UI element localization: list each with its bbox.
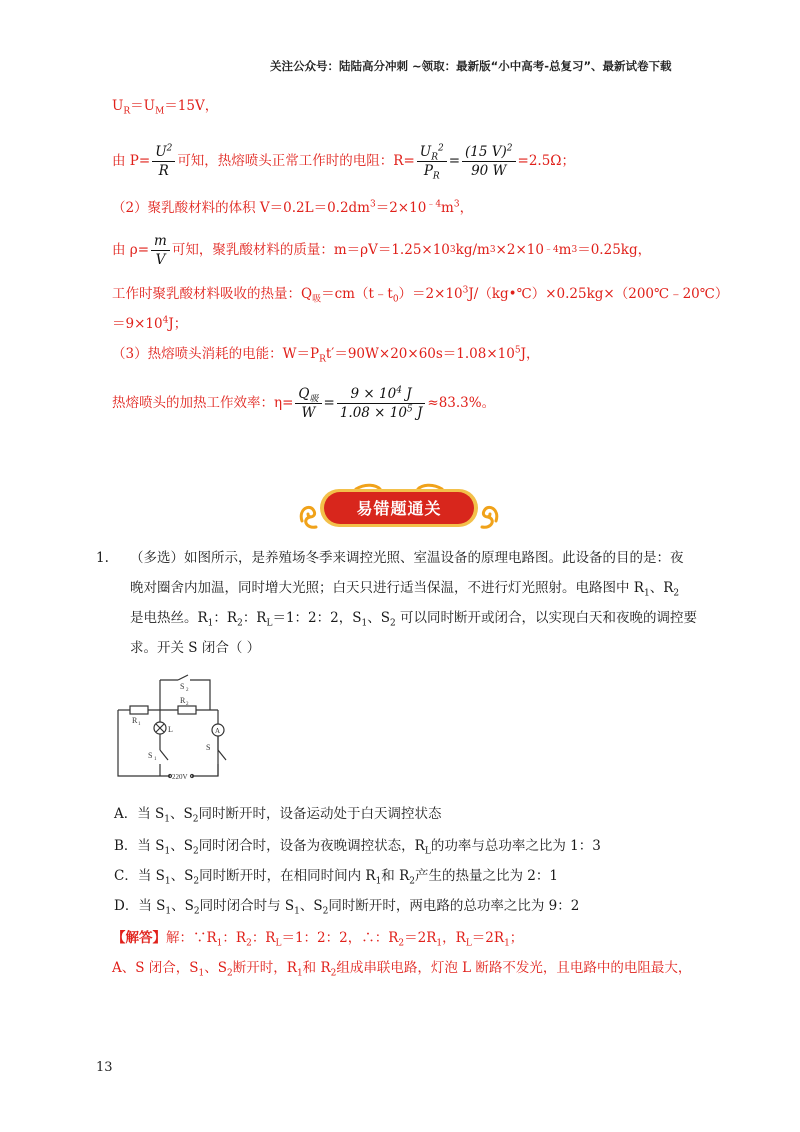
circuit-label-l: L (168, 725, 173, 734)
value-fraction: $\frac{(15 V)^2}{90 W}$ (462, 143, 516, 180)
power-formula-fraction: $\frac{U^2}{R}$ (152, 143, 175, 180)
question-line-3: 是电热丝。$R_1$：$R_2$：$R_L=1$：2：2，$S_1$、$S_2$ 可以同时断开或闭合，以实现白天和夜晚的调控要 (130, 610, 697, 629)
circuit-label-a: A (215, 727, 221, 735)
option-c[interactable]: C．当 $S_1$、$S_2$同时断开时，在相同时间内 $R_1$和 $R_2$产生的热量之比为 2：1 (114, 868, 558, 887)
option-b[interactable]: B．当 $S_1$、$S_2$同时闭合时，设备为夜晚调控状态，$R_L$的功率与总功率之比为 1：3 (114, 838, 601, 857)
circuit-label-r1: R (132, 716, 138, 725)
circuit-diagram (108, 672, 236, 786)
efficiency-fraction: $\frac{Q_吸}{W}$ (295, 385, 321, 422)
solution-line-5: 工作时聚乳酸材料吸收的热量：$Q_吸=cm(t﹣t_0)=2\times 10^3J/(kg•℃)\times 0.25kg\times(200℃﹣20℃)$ (112, 285, 729, 305)
circuit-label-r2: R (180, 696, 186, 705)
resistance-fraction: $\frac{U_R^2}{P_R}$ (417, 143, 447, 180)
question-line-4: 求。开关 S 闭合（ ） (130, 640, 261, 656)
answer-line-2: A、S 闭合，$S_1$、$S_2$断开时，$R_1$和 $R_2$组成串联电路，灯泡 L 断路不发光，且电路中的电阻最大， (112, 960, 692, 979)
option-a[interactable]: A．当 $S_1$、$S_2$同时断开时，设备运动处于白天调控状态 (114, 806, 442, 825)
question-number: 1. (96, 550, 109, 566)
question-line-1: （多选）如图所示，是养殖场冬季来调控光照、室温设备的原理电路图。此设备的目的是：夜 (130, 550, 684, 566)
page-number: 13 (96, 1060, 113, 1075)
question-line-2: 晚对圈舍内加温，同时增大光照；白天只进行适当保温，不进行灯光照射。电路图中 $R_1$、$R_2$ (130, 580, 680, 599)
circuit-label-s1: S (148, 751, 153, 760)
solution-line-6: $=9\times 10^4J$； (112, 315, 188, 332)
section-banner (296, 481, 502, 535)
solution-line-7: （3）热熔喷头消耗的电能：$W=P_Rt'=90W\times 20\times 60s=1.08\times 10^5J$， (112, 345, 540, 365)
answer-line-1: 【解答】解：$\because R_1$：$R_2$：$R_L=1$：2：2，∴：$R_2=2R_1$，$R_L=2R_1$； (112, 930, 524, 949)
svg-text:1: 1 (138, 722, 141, 727)
circuit-label-s: S (206, 743, 211, 752)
solution-line-4: 由 ρ= $\frac{m}{V}$ 可知，聚乳酸材料的质量：m＝ρV＝1.25×10 3 kg/m 3 ×2×10 ﹣4 m 3 ＝0.25kg， (112, 232, 652, 268)
solution-line-8: 热熔喷头的加热工作效率：η= $\frac{Q_吸}{W}$ = $\frac{9 \times 10^4 J}{1.08 \times 10^5 J}$ ≈83.3%。 (112, 385, 496, 421)
answer-tag: 【解答】 (112, 930, 166, 946)
svg-text:1: 1 (154, 757, 157, 762)
solution-line-2: 由 P= $\frac{U^2}{R}$ 可知，热熔喷头正常工作时的电阻：R= $\frac{U_R^2}{P_R}$ = $\frac{(15 V)^2}{90 W}$ =2.5Ω； (112, 143, 575, 182)
banner-title: 易错题通关 (356, 499, 442, 518)
density-fraction: $\frac{m}{V}$ (151, 232, 170, 269)
circuit-schematic-icon (108, 672, 236, 782)
option-d[interactable]: D．当 $S_1$、$S_2$同时闭合时与 $S_1$、$S_2$同时断开时，两电路的总功率之比为 9：2 (114, 898, 580, 917)
solution-line-1: $U_R=U_M=15V$， (112, 98, 219, 117)
efficiency-value-fraction: $\frac{9 \times 10^4 J}{1.08 \times 10^5 J}$ (337, 385, 426, 422)
solution-line-3: （2）聚乳酸材料的体积 $V=0.2L=0.2dm^3=2\times 10^{﹣4}m^3$， (112, 199, 474, 216)
header-text: 关注公众号：陆陆高分冲刺 ~领取：最新版“小中高考-总复习”、最新试卷下载 (270, 59, 672, 73)
circuit-label-s2: S (180, 682, 185, 691)
svg-text:2: 2 (186, 702, 189, 707)
svg-text:2: 2 (186, 688, 189, 693)
circuit-label-voltage: 220V (172, 773, 188, 781)
